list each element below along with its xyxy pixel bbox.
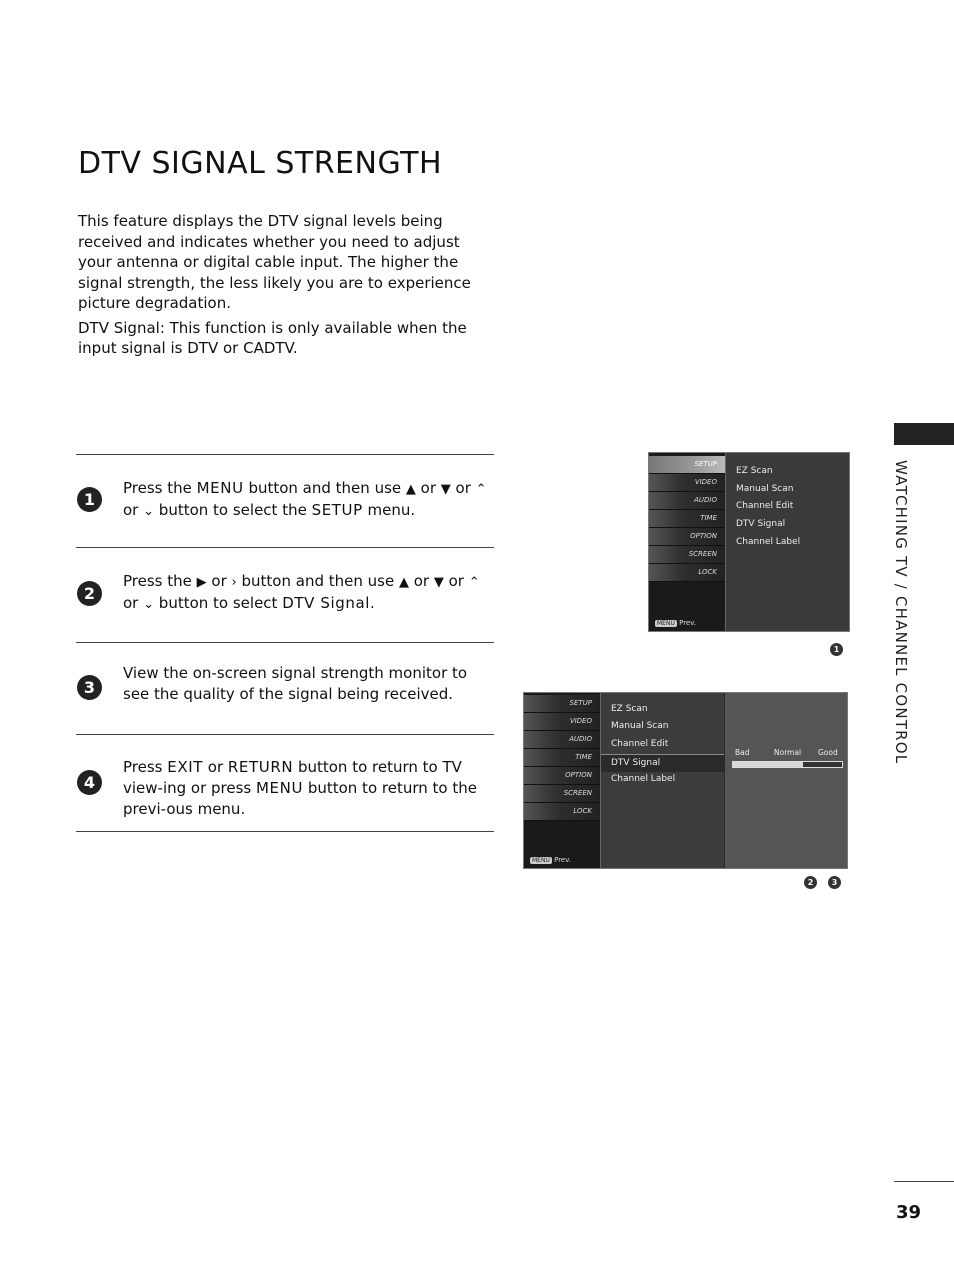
intro-text bbox=[78, 211, 498, 363]
menu-item-video[interactable]: VIDEO bbox=[524, 713, 600, 731]
signal-strength-fill bbox=[733, 762, 803, 767]
page-number: 39 bbox=[896, 1202, 922, 1223]
signal-strength-bar bbox=[732, 761, 843, 768]
screen-3-reference: 3 bbox=[828, 876, 841, 889]
step-1 bbox=[76, 454, 494, 547]
exit-key: EXIT bbox=[167, 758, 203, 776]
submenu-item-dtv-signal[interactable]: DTV Signal bbox=[736, 519, 786, 529]
up-chevron-icon: ⌃ bbox=[475, 482, 487, 497]
screen-2-reference: 2 bbox=[804, 876, 817, 889]
intro-paragraph-1: This feature displays the DTV signal levels being received and indicates whether you need to adjust your antenna or digital cable input. The higher the signal strength, the less likely you are to experience picture degradation. bbox=[78, 212, 471, 312]
menu-item-setup[interactable]: SETUP bbox=[649, 456, 725, 474]
right-arrow-icon: ▶ bbox=[196, 575, 207, 590]
setup-key: SETUP bbox=[311, 501, 363, 519]
down-chevron-icon: ⌄ bbox=[143, 597, 155, 612]
step-number: 4 bbox=[77, 770, 102, 795]
menu-item-time[interactable]: TIME bbox=[524, 749, 600, 767]
signal-label-bad: Bad bbox=[735, 748, 750, 757]
step-number: 3 bbox=[77, 675, 102, 700]
step-text: Press the ▶ or › button and then use ▲ or ▼ or ⌃ or ⌄ button to select DTV Signal. bbox=[123, 572, 480, 612]
submenu-item-dtv-signal[interactable]: DTV Signal bbox=[601, 754, 724, 772]
step-2 bbox=[76, 547, 494, 642]
screen-1-reference: 1 bbox=[830, 643, 843, 656]
menu-item-video[interactable]: VIDEO bbox=[649, 474, 725, 492]
menu-item-option[interactable]: OPTION bbox=[649, 528, 725, 546]
menu-item-lock[interactable]: LOCK bbox=[649, 564, 725, 582]
step-text: Press EXIT or RETURN button to return to TV view-ing or press MENU button to return to the previ-ous menu. bbox=[123, 758, 477, 818]
menu-item-audio[interactable]: AUDIO bbox=[524, 731, 600, 749]
setup-submenu bbox=[601, 693, 724, 868]
main-menu bbox=[649, 453, 726, 631]
menu-item-option[interactable]: OPTION bbox=[524, 767, 600, 785]
up-chevron-icon: ⌃ bbox=[468, 575, 480, 590]
step-number: 1 bbox=[77, 487, 102, 512]
submenu-item-ez-scan[interactable]: EZ Scan bbox=[611, 704, 648, 714]
submenu-item-manual-scan[interactable]: Manual Scan bbox=[736, 484, 794, 494]
intro-paragraph-2: DTV Signal: This function is only available when the input signal is DTV or CADTV. bbox=[78, 318, 467, 357]
submenu-item-ez-scan[interactable]: EZ Scan bbox=[736, 466, 773, 476]
menu-item-lock[interactable]: LOCK bbox=[524, 803, 600, 821]
submenu-item-channel-edit[interactable]: Channel Edit bbox=[736, 501, 794, 511]
dtv-signal-screen bbox=[523, 692, 848, 869]
menu-item-audio[interactable]: AUDIO bbox=[649, 492, 725, 510]
menu-key: MENU bbox=[196, 479, 244, 497]
signal-label-normal: Normal bbox=[774, 748, 802, 757]
submenu-item-channel-edit[interactable]: Channel Edit bbox=[611, 739, 669, 749]
right-chevron-icon: › bbox=[231, 575, 237, 590]
menu-item-time[interactable]: TIME bbox=[649, 510, 725, 528]
down-arrow-icon: ▼ bbox=[440, 482, 451, 497]
signal-strength-panel bbox=[725, 693, 847, 868]
dtv-signal-key: DTV Signal. bbox=[282, 594, 376, 612]
page-title: DTV SIGNAL STRENGTH bbox=[78, 146, 443, 181]
signal-label-good: Good bbox=[818, 748, 838, 757]
menu-key: MENU bbox=[256, 779, 304, 797]
down-arrow-icon: ▼ bbox=[433, 575, 444, 590]
step-4 bbox=[76, 734, 494, 832]
section-tab bbox=[894, 423, 954, 445]
section-label: WATCHING TV / CHANNEL CONTROL bbox=[892, 460, 910, 765]
submenu-item-channel-label[interactable]: Channel Label bbox=[736, 537, 801, 547]
page-number-rule bbox=[894, 1181, 954, 1182]
setup-menu-screen bbox=[648, 452, 850, 632]
step-text: Press the MENU button and then use ▲ or ▼ or ⌃ or ⌄ button to select the SETUP menu. bbox=[123, 479, 487, 519]
step-text: View the on-screen signal strength monitor to see the quality of the signal being received. bbox=[123, 664, 468, 703]
down-chevron-icon: ⌄ bbox=[143, 504, 155, 519]
prev-hint: MENU Prev. bbox=[657, 619, 697, 627]
main-menu bbox=[524, 693, 601, 868]
submenu-item-manual-scan[interactable]: Manual Scan bbox=[611, 721, 669, 731]
prev-hint: MENU Prev. bbox=[532, 856, 572, 864]
up-arrow-icon: ▲ bbox=[398, 575, 409, 590]
menu-item-screen[interactable]: SCREEN bbox=[649, 546, 725, 564]
menu-item-screen[interactable]: SCREEN bbox=[524, 785, 600, 803]
step-number: 2 bbox=[77, 581, 102, 606]
setup-submenu bbox=[726, 453, 849, 631]
menu-item-setup[interactable]: SETUP bbox=[524, 695, 600, 713]
up-arrow-icon: ▲ bbox=[405, 482, 416, 497]
step-3 bbox=[76, 642, 494, 734]
submenu-item-channel-label[interactable]: Channel Label bbox=[611, 774, 676, 784]
return-key: RETURN bbox=[227, 758, 294, 776]
steps-list bbox=[76, 454, 494, 832]
